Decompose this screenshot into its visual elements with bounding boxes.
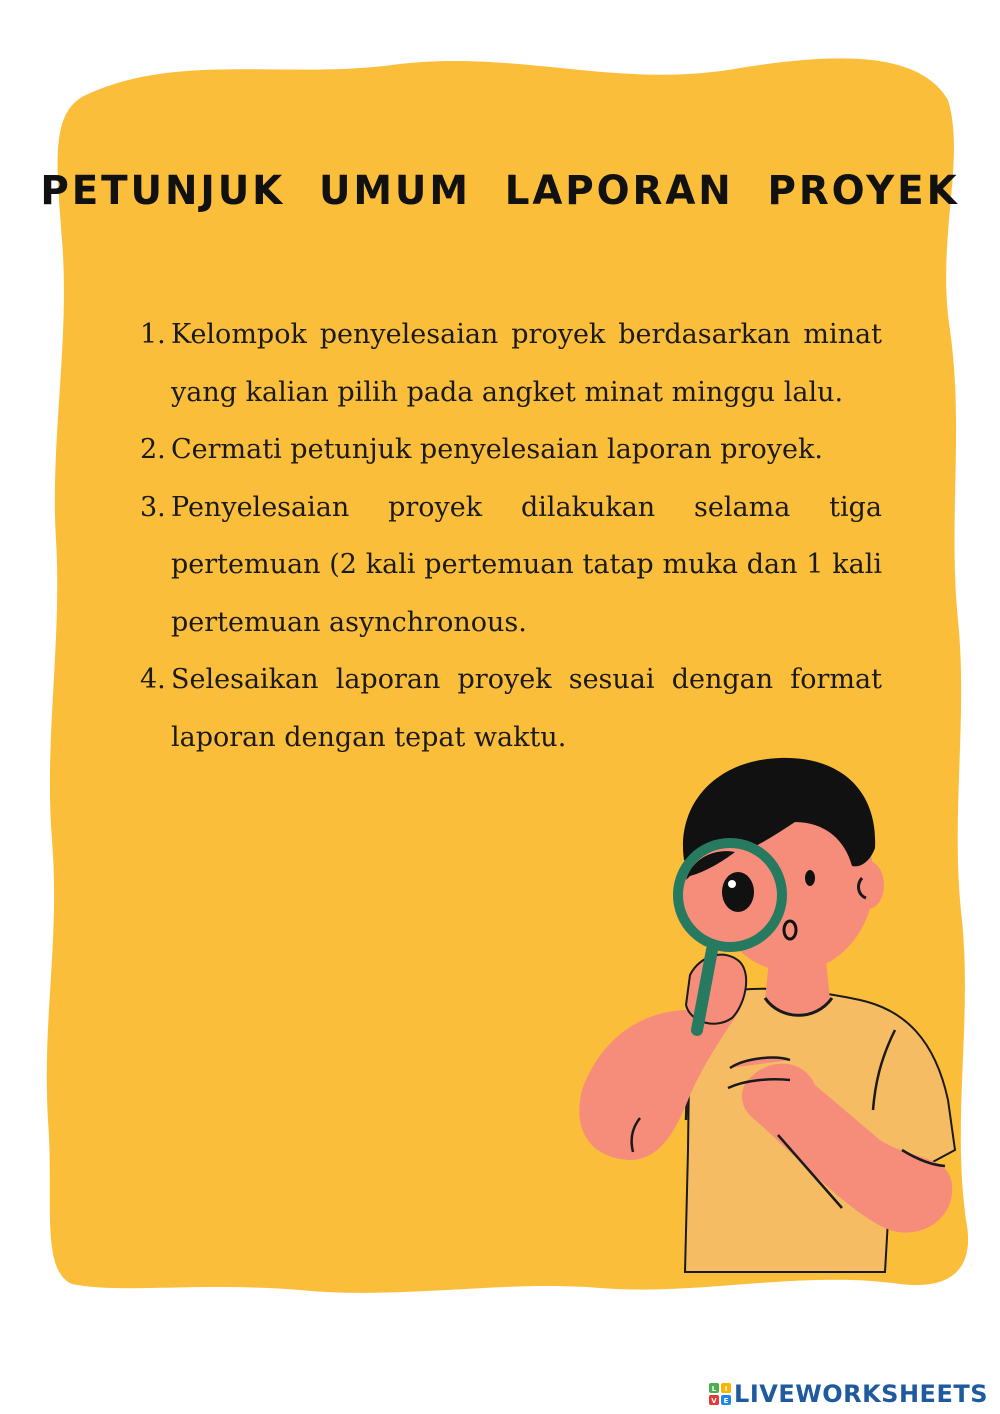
list-item-text: Cermati petunjuk penyelesaian laporan proyek. xyxy=(171,434,823,465)
list-item-text: Selesaikan laporan proyek sesuai dengan format laporan dengan tepat waktu. xyxy=(171,664,882,753)
magnified-eye xyxy=(722,872,754,912)
list-item xyxy=(140,479,882,652)
list-item xyxy=(140,306,882,421)
logo-letter: L xyxy=(711,1385,717,1393)
ear xyxy=(852,861,884,909)
page-title: PETUNJUK UMUM LAPORAN PROYEK xyxy=(40,168,960,214)
list-item-text: Kelompok penyelesaian proyek berdasarkan minat yang kalian pilih pada angket minat minggu lalu. xyxy=(171,319,882,408)
eye xyxy=(805,870,815,886)
logo-letter: E xyxy=(723,1397,729,1405)
logo-letter: I xyxy=(724,1385,728,1393)
list-item-number: 2. xyxy=(140,434,166,465)
liveworksheets-watermark xyxy=(709,1380,988,1408)
list-item-number: 4. xyxy=(140,664,166,695)
instruction-list xyxy=(140,306,882,766)
list-item-number: 1. xyxy=(140,319,166,350)
logo-letter: V xyxy=(711,1397,717,1405)
list-item-text: Penyelesaian proyek dilakukan selama tiga pertemuan (2 kali pertemuan tatap muka dan 1 kali pertemuan asynchronous. xyxy=(171,491,882,638)
boy-with-magnifying-glass-illustration xyxy=(560,740,980,1280)
brand-name: LIVEWORKSHEETS xyxy=(734,1380,988,1408)
list-item xyxy=(140,421,882,479)
liveworksheets-logo-icon xyxy=(709,1383,731,1405)
list-item-number: 3. xyxy=(140,491,166,523)
